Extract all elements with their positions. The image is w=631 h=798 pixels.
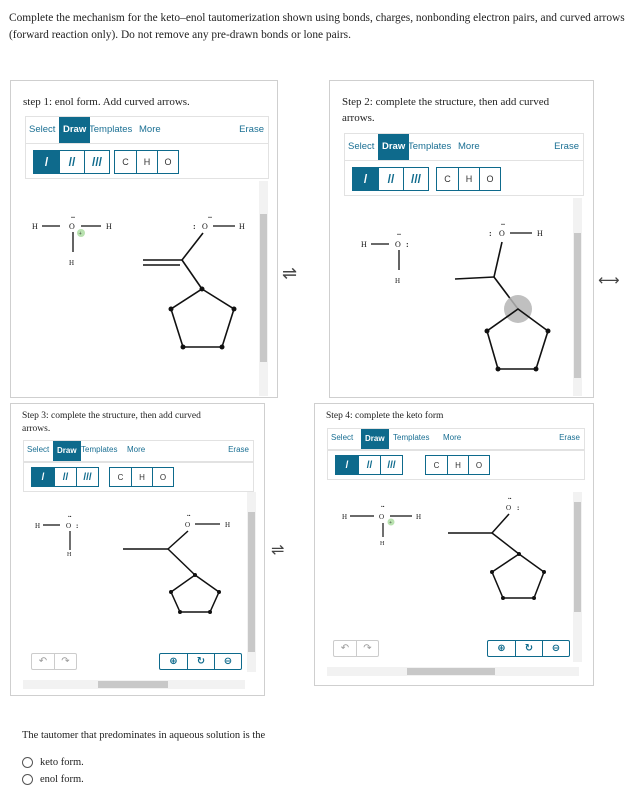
lone-pair: .. [187, 510, 191, 518]
scroll-thumb[interactable] [574, 233, 581, 378]
triple-bond-tool[interactable]: /// [84, 151, 109, 173]
templates-tab[interactable]: Templates [81, 445, 118, 454]
radio-enol[interactable] [22, 774, 33, 785]
cyclopentane-ring [171, 575, 219, 612]
lone-pair: .. [381, 501, 385, 509]
lone-pair: .. [208, 211, 212, 220]
select-tab[interactable]: Select [331, 433, 354, 442]
step3-canvas[interactable] [10, 403, 240, 643]
erase-button[interactable]: Erase [239, 124, 264, 135]
select-tab[interactable]: Select [27, 445, 50, 454]
step3-horizontal-scrollbar[interactable] [23, 680, 245, 689]
atom-h: H [225, 521, 231, 529]
triple-bond-tool[interactable]: /// [76, 468, 98, 486]
atom-h: H [380, 541, 385, 547]
select-tab[interactable]: Select [29, 124, 56, 135]
lone-pair: .. [397, 228, 401, 237]
double-bond-tool[interactable]: // [59, 151, 84, 173]
step2-vertical-scrollbar[interactable] [573, 198, 582, 396]
hydrogen-tool[interactable]: H [458, 168, 479, 190]
hydrogen-tool[interactable]: H [131, 468, 152, 486]
reset-zoom-button[interactable]: ↻ [515, 641, 542, 656]
double-bond-tool[interactable]: // [54, 468, 76, 486]
zoom-out-button[interactable]: ⊖ [214, 654, 241, 669]
erase-button[interactable]: Erase [228, 445, 249, 454]
atom-o: O [506, 504, 512, 512]
zoom-group [159, 653, 242, 670]
atom-h: H [32, 222, 38, 231]
lone-pair: .. [68, 511, 72, 519]
lone-pair: : [193, 222, 196, 231]
lone-pair: .. [71, 211, 75, 220]
atom-h: H [416, 513, 422, 521]
more-tab[interactable]: More [139, 124, 161, 135]
single-bond-tool[interactable]: / [34, 151, 59, 173]
atom-o: O [395, 240, 401, 249]
atom-o: O [379, 513, 385, 521]
step4-horizontal-scrollbar[interactable] [327, 667, 579, 676]
draw-tab[interactable]: Draw [53, 441, 81, 461]
carbon-tool[interactable]: C [122, 157, 129, 167]
cyclopentane-ring [171, 289, 234, 347]
erase-button[interactable]: Erase [554, 141, 579, 152]
step2-canvas[interactable] [329, 80, 569, 398]
redo-button[interactable]: ↷ [356, 641, 378, 656]
bond [168, 549, 195, 575]
single-bond-tool[interactable]: / [336, 456, 358, 474]
bond [494, 242, 502, 277]
single-bond-tool[interactable]: / [32, 468, 54, 486]
option-keto[interactable] [22, 757, 84, 768]
zoom-out-button[interactable]: ⊖ [542, 641, 569, 656]
bond [182, 260, 202, 289]
triple-bond-tool[interactable]: /// [380, 456, 402, 474]
lone-pair: .. [508, 493, 512, 501]
select-tab[interactable]: Select [348, 141, 375, 152]
plus-charge: + [78, 231, 82, 238]
lone-pair: .. [501, 218, 505, 227]
bond [492, 514, 509, 533]
step3-title: Step 3: complete the structure, then add curved arrows. [22, 411, 201, 434]
radio-keto[interactable] [22, 757, 33, 768]
atom-h: H [342, 513, 348, 521]
templates-tab[interactable]: Templates [393, 433, 430, 442]
hydrogen-tool[interactable]: H [136, 151, 157, 173]
draw-tab[interactable]: Draw [361, 429, 389, 449]
lone-pair: : [76, 522, 79, 530]
bond [168, 531, 188, 549]
step4-title: Step 4: complete the keto form [326, 411, 444, 421]
carbon-tool[interactable]: C [433, 460, 440, 470]
option-enol-label: enol form. [40, 774, 84, 785]
double-bond-tool[interactable]: // [378, 168, 403, 190]
erase-button[interactable]: Erase [559, 433, 580, 442]
zoom-in-button[interactable]: ⊕ [169, 656, 178, 667]
atom-o: O [66, 522, 72, 530]
double-bond-tool[interactable]: // [358, 456, 380, 474]
oxygen-tool[interactable]: O [479, 168, 500, 190]
double-arrow: ⟷ [598, 271, 620, 289]
step4-canvas[interactable] [314, 403, 564, 643]
oxygen-tool[interactable]: O [152, 468, 173, 486]
step1-vertical-scrollbar[interactable] [259, 181, 268, 396]
step4-vertical-scrollbar[interactable] [573, 492, 582, 662]
undo-button[interactable]: ↶ [38, 656, 48, 667]
atom-o: O [185, 521, 191, 529]
bond [455, 277, 494, 279]
bond [182, 233, 203, 260]
oxygen-tool[interactable]: O [157, 151, 178, 173]
more-tab[interactable]: More [127, 445, 146, 454]
scroll-thumb[interactable] [98, 681, 168, 688]
atom-h: H [395, 277, 401, 285]
redo-button[interactable]: ↷ [54, 654, 76, 669]
atom-h: H [361, 240, 367, 249]
atom-h: H [35, 522, 41, 530]
atom-o: O [499, 229, 505, 238]
zoom-in-button[interactable]: ⊕ [497, 643, 506, 654]
atom-h: H [106, 222, 112, 231]
step1-canvas[interactable] [10, 80, 250, 398]
option-enol[interactable] [22, 774, 84, 785]
lone-pair: : [489, 229, 492, 238]
option-keto-label: keto form. [40, 757, 84, 768]
atom-h: H [537, 229, 543, 238]
reset-zoom-button[interactable]: ↻ [187, 654, 214, 669]
hydrogen-tool[interactable]: H [447, 456, 468, 474]
step2-title: Step 2: complete the structure, then add curved arrows. [342, 96, 550, 124]
equilibrium-arrow-2: ⇌ [271, 540, 285, 559]
plus-charge: + [389, 520, 393, 526]
triple-bond-tool[interactable]: /// [403, 168, 428, 190]
carbon-tool[interactable]: C [444, 174, 451, 184]
step1-title: step 1: enol form. Add curved arrows. [23, 96, 190, 108]
templates-tab[interactable]: Templates [408, 141, 452, 152]
equilibrium-arrow-1: ⇌ [282, 263, 298, 284]
undo-redo-group [31, 653, 77, 670]
instructions: Complete the mechanism for the keto–enol tautomerization shown using bonds, charges, nonbonding electron pairs, and curved arrows (forward reaction only). Do not remove any pre-drawn bonds or lone pairs. [9, 12, 625, 41]
atom-o: O [69, 222, 75, 231]
question-prompt: The tautomer that predominates in aqueous solution is the [22, 730, 266, 741]
templates-tab[interactable]: Templates [89, 124, 133, 135]
lone-pair: : [406, 240, 409, 249]
lone-pair: : [517, 504, 520, 512]
scroll-thumb[interactable] [407, 668, 495, 675]
single-bond-tool[interactable]: / [353, 168, 378, 190]
oxygen-tool[interactable]: O [468, 456, 489, 474]
scroll-thumb[interactable] [248, 512, 255, 652]
cyclopentane-ring [492, 554, 544, 598]
atom-h: H [239, 222, 245, 231]
draw-tab[interactable]: Draw [59, 117, 90, 143]
undo-button[interactable]: ↶ [340, 643, 350, 654]
more-tab[interactable]: More [458, 141, 480, 152]
scroll-thumb[interactable] [574, 502, 581, 612]
scroll-thumb[interactable] [260, 214, 267, 362]
carbon-tool[interactable]: C [117, 472, 124, 482]
more-tab[interactable]: More [443, 433, 462, 442]
atom-o: O [202, 222, 208, 231]
atom-h: H [69, 259, 75, 267]
step3-vertical-scrollbar[interactable] [247, 492, 256, 672]
atom-h: H [67, 552, 72, 558]
draw-tab[interactable]: Draw [378, 134, 409, 160]
bond [492, 533, 519, 554]
